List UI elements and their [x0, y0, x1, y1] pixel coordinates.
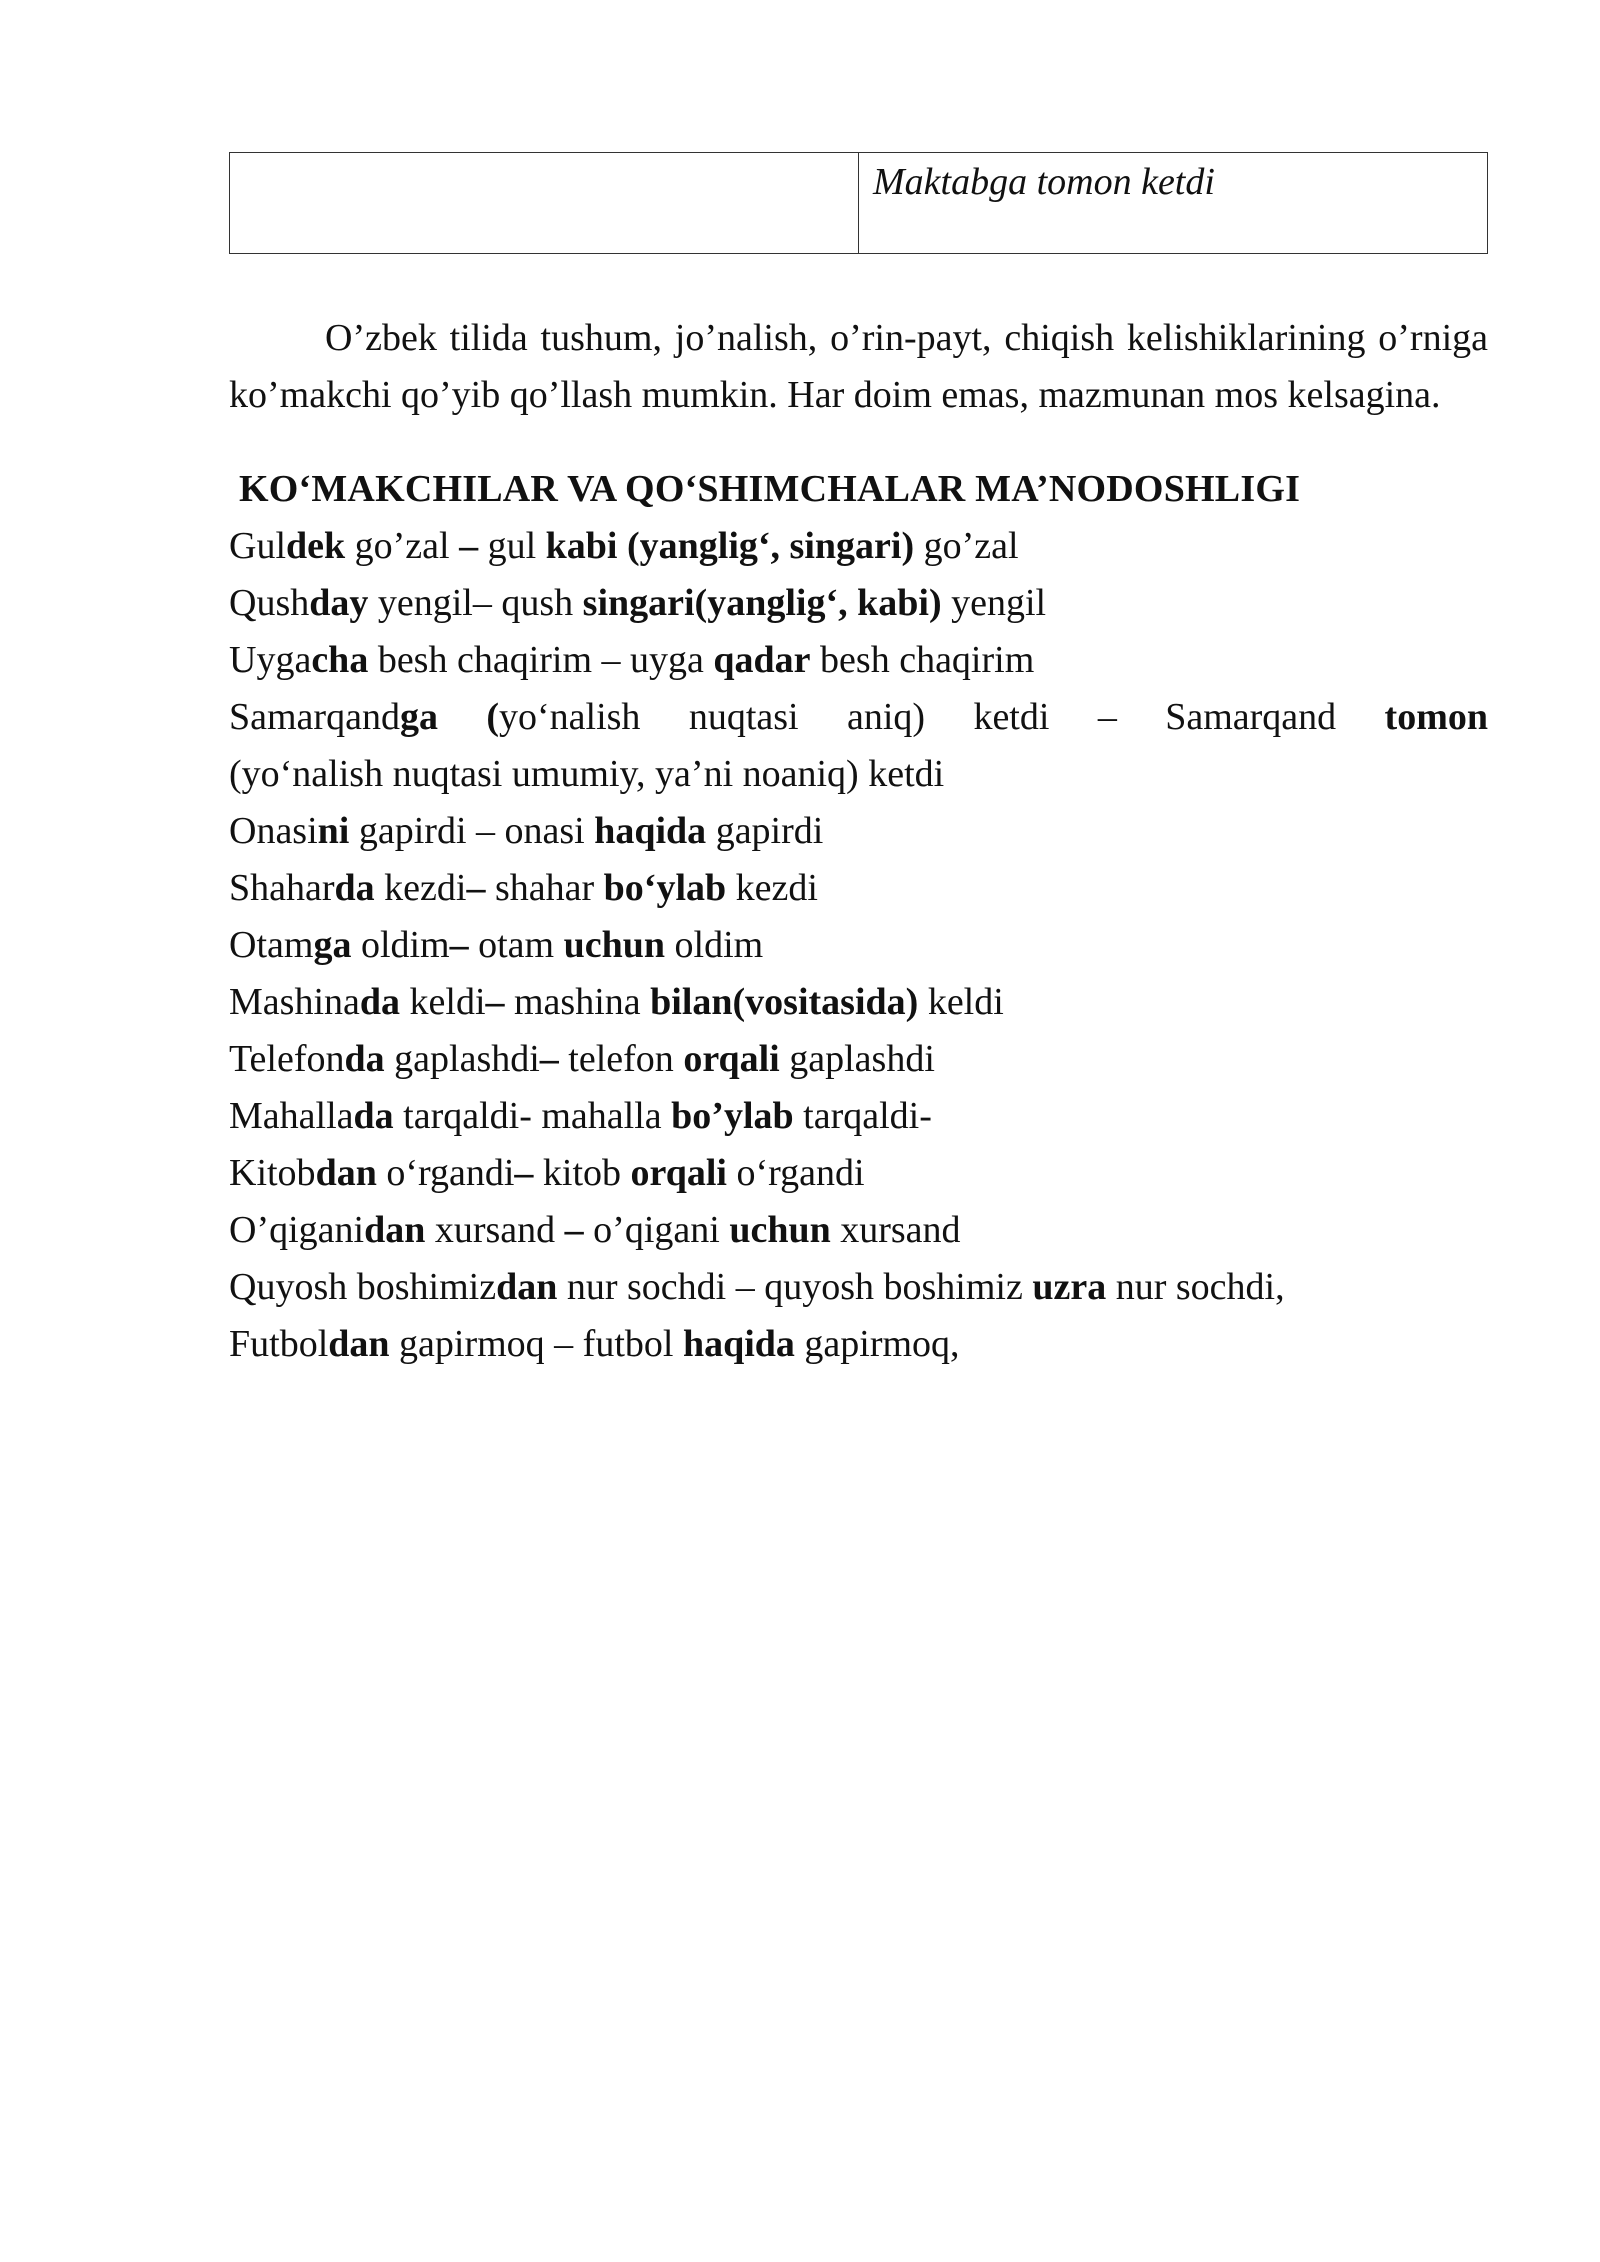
- section-heading: KO‘MAKCHILAR VA QO‘SHIMCHALAR MA’NODOSHLIGI: [239, 468, 1301, 510]
- document-body: [229, 310, 1488, 1373]
- example-line: Uygacha besh chaqirim – uyga qadar besh chaqirim: [229, 639, 1035, 681]
- example-line: Telefonda gaplashdi– telefon orqali gaplashdi: [229, 1038, 935, 1080]
- example-table: [229, 152, 1488, 254]
- example-line: Onasini gapirdi – onasi haqida gapirdi: [229, 810, 824, 852]
- table-cell-right: Maktabga tomon ketdi: [859, 153, 1488, 254]
- example-line: Mahallada tarqaldi- mahalla bo’ylab tarqaldi-: [229, 1095, 932, 1137]
- example-line: Shaharda kezdi– shahar bo‘ylab kezdi: [229, 867, 818, 909]
- example-line: Mashinada keldi– mashina bilan(vositasida) keldi: [229, 981, 1004, 1023]
- example-line: Guldek go’zal – gul kabi (yanglig‘, singari) go’zal: [229, 525, 1019, 567]
- intro-paragraph: O’zbek tilida tushum, jo’nalish, o’rin-payt, chiqish kelishiklarining o’rniga ko’makchi qo’yib qo’llash mumkin. Har doim emas, mazmunan mos kelsagina.: [229, 317, 1488, 416]
- example-line: Samarqandga (yo‘nalish nuqtasi aniq) ketdi – Samarqand tomon: [229, 696, 1488, 738]
- example-line: Qushday yengil– qush singari(yanglig‘, kabi) yengil: [229, 582, 1047, 624]
- example-line: Otamga oldim– otam uchun oldim: [229, 924, 764, 966]
- example-line: (yo‘nalish nuqtasi umumiy, ya’ni noaniq) ketdi: [229, 753, 945, 795]
- example-line: O’qiganidan xursand – o’qigani uchun xursand: [229, 1209, 961, 1251]
- example-line: Futboldan gapirmoq – futbol haqida gapirmoq,: [229, 1323, 960, 1365]
- example-line: Kitobdan o‘rgandi– kitob orqali o‘rgandi: [229, 1152, 865, 1194]
- table-row: [230, 153, 1488, 254]
- example-line: Quyosh boshimizdan nur sochdi – quyosh boshimiz uzra nur sochdi,: [229, 1266, 1285, 1308]
- table-cell-left: [230, 153, 859, 254]
